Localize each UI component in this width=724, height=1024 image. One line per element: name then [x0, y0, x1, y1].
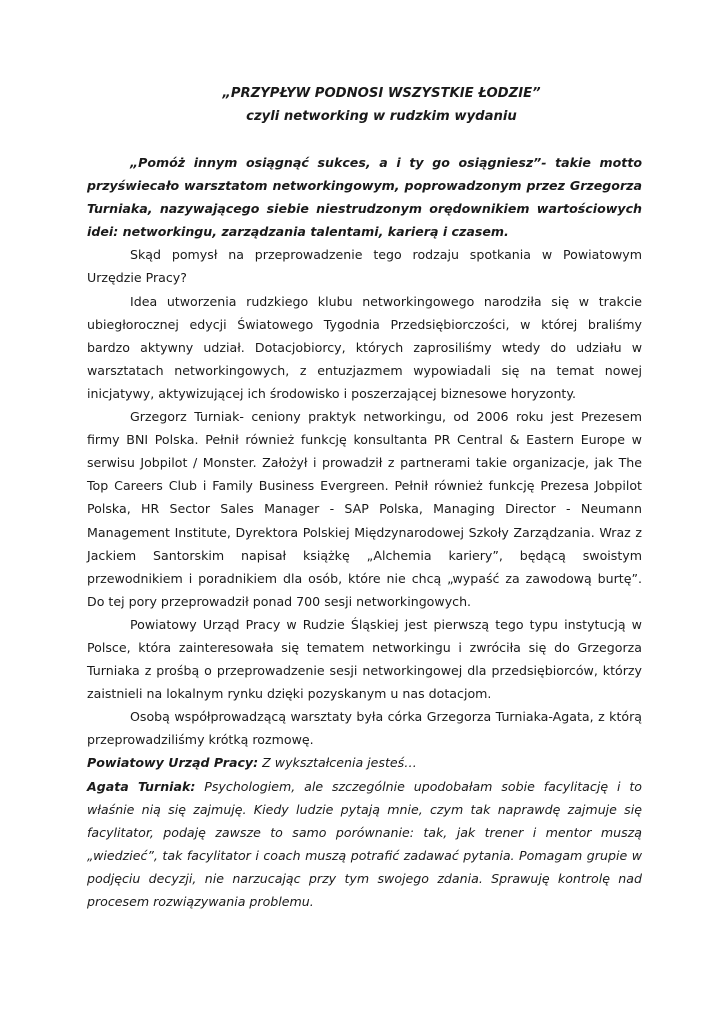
answer-speaker: Agata Turniak:: [87, 778, 196, 794]
article-title: „PRZYPŁYW PODNOSI WSZYSTKIE ŁODZIE”: [222, 86, 541, 101]
body-paragraph: Idea utworzenia rudzkiego klubu networkingowego narodziła się w trakcie ubiegłorocznej edycji Światowego Tygodnia Przedsiębiorczości, w której braliśmy bardzo aktywny udział. Dotacjobiorcy, których zaprosiliśmy wtedy do udziału w warsztatach networkingowych, z entuzjazmem wypowiadali się na temat nowej inicjatywy, aktywizującej ich środowisko i poszerzającej biznesowe horyzonty.: [87, 293, 642, 401]
interview-question: [87, 751, 642, 774]
body-paragraph: Osobą współprowadzącą warsztaty była córka Grzegorza Turniaka-Agata, z którą przeprowadziliśmy krótką rozmowę.: [87, 709, 642, 748]
lead-paragraph: „Pomóż innym osiągnąć sukces, a i ty go osiągniesz”- takie motto przyświecało warsztatom networkingowym, poprowadzonym przez Grzegorza Turniaka, nazywającego siebie niestrudzonym orędownikiem wartościowych idei: networkingu, zarządzania talentami, karierą i czasem.: [87, 155, 642, 240]
body-paragraph: Grzegorz Turniak- ceniony praktyk networkingu, od 2006 roku jest Prezesem firmy BNI Polska. Pełnił również funkcję konsultanta PR Central & Eastern Europe w serwisu Jobpilot / Monster. Założył i prowadził z partnerami takie organizacje, jak The Top Careers Club i Family Business Evergreen. Pełnił również funkcję Prezesa Jobpilot Polska, HR Sector Sales Manager - SAP Polska, Managing Director - Neumann Management Institute, Dyrektora Polskiej Międzynarodowej Szkoły Zarządzania. Wraz z Jackiem Santorskim napisał książkę „Alchemia kariery”, będącą swoistym przewodnikiem i poradnikiem dla osób, które nie chcą „wypaść za zawodową burtę”. Do tej pory przeprowadził ponad 700 sesji networkingowych.: [87, 409, 642, 609]
question-text: Z wykształcenia jesteś…: [258, 755, 417, 771]
question-speaker: Powiatowy Urząd Pracy:: [87, 755, 259, 771]
body-paragraph: Powiatowy Urząd Pracy w Rudzie Śląskiej jest pierwszą tego typu instytucją w Polsce, która zainteresowała się tematem networkingu i zwróciła się do Grzegorza Turniaka z prośbą o przeprowadzenie sesji networkingowej dla przedsiębiorców, którzy zaistnieli na lokalnym rynku dzięki pozyskanym u nas dotacjom.: [87, 616, 642, 702]
answer-text: Psychologiem, ale szczególnie upodobałam sobie facylitację i to właśnie nią się zajmuję. Kiedy ludzie pytają mnie, czym tak naprawdę zajmuje się facylitator, podaję zawsze to samo porównanie: tak, jak trener i mentor muszą „wiedzieć”, tak facylitator i coach muszą potrafić zadawać pytania. Pomagam grupie w podjęciu decyzji, nie narzucając przy tym swojego zdania. Sprawuję kontrolę nad procesem rozwiązywania problemu.: [87, 778, 642, 909]
body-paragraph: Skąd pomysł na przeprowadzenie tego rodzaju spotkania w Powiatowym Urzędzie Pracy?: [87, 247, 642, 286]
interview-answer: [87, 775, 642, 914]
article-subtitle: czyli networking w rudzkim wydaniu: [246, 109, 517, 124]
